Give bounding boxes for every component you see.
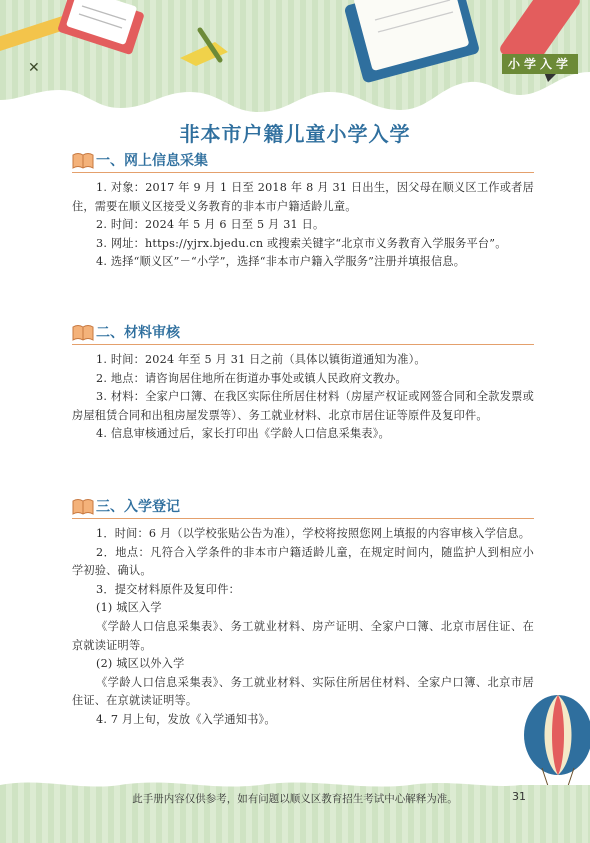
section-enrollment bbox=[72, 496, 534, 730]
section-title: 二、材料审核 bbox=[96, 325, 180, 341]
paragraph: 《学龄人口信息采集表》、务工就业材料、房产证明、全家户口簿、北京市居住证、在京就读证明等。 bbox=[72, 619, 534, 652]
paragraph: 1. 对象：2017 年 9 月 1 日至 2018 年 8 月 31 日出生，因父母在顺义区工作或者居住，需要在顺义区接受义务教育的非本市户籍适龄儿童。 bbox=[72, 181, 534, 213]
book-icon bbox=[72, 324, 94, 342]
book-icon bbox=[72, 152, 94, 170]
paragraph: (2) 城区以外入学 bbox=[96, 657, 185, 671]
section-title: 三、入学登记 bbox=[96, 499, 180, 515]
paragraph: 3. 网址：https://yjrx.bjedu.cn 或搜索关键字“北京市义务教育入学服务平台”。 bbox=[96, 236, 507, 250]
section-title: 一、网上信息采集 bbox=[96, 153, 208, 169]
paragraph: (1) 城区入学 bbox=[96, 601, 162, 615]
footer-note: 此手册内容仅供参考，如有问题以顺义区教育招生考试中心解释为准。 bbox=[132, 793, 458, 805]
section-online-info bbox=[72, 150, 534, 272]
paragraph: 2．地点：凡符合入学条件的非本市户籍适龄儿童，在规定时间内，随监护人到相应小学初验、确认。 bbox=[72, 545, 534, 578]
paragraph: 《学龄人口信息采集表》、务工就业材料、实际住所居住材料、全家户口簿、北京市居住证、在京就读证明等。 bbox=[72, 675, 534, 708]
footer-background bbox=[0, 777, 590, 843]
category-tag: 小学入学 bbox=[502, 54, 578, 74]
paragraph: 3．提交材料原件及复印件： bbox=[96, 582, 240, 596]
section-heading bbox=[72, 150, 534, 173]
paragraph: 1．时间：6 月（以学校张贴公告为准），学校将按照您网上填报的内容审核入学信息。 bbox=[96, 527, 531, 540]
paragraph: 4. 选择“顺义区”－“小学”，选择“非本市户籍入学服务”注册并填报信息。 bbox=[96, 255, 466, 269]
paragraph: 3. 材料：全家户口簿、在我区实际住所居住材料（房屋产权证或网签合同和全款发票或房屋租赁合同和出租房屋发票等）、务工就业材料、北京市居住证等原件及复印件。 bbox=[72, 390, 534, 422]
paragraph: 4. 7 月上旬，发放《入学通知书》。 bbox=[96, 712, 276, 726]
paragraph: 2. 地点：请咨询居住地所在街道办事处或镇人民政府文教办。 bbox=[96, 371, 407, 385]
svg-text:✕: ✕ bbox=[28, 60, 40, 76]
paragraph: 2. 时间：2024 年 5 月 6 日至 5 月 31 日。 bbox=[96, 218, 325, 232]
section-heading bbox=[72, 322, 534, 345]
page-title: 非本市户籍儿童小学入学 bbox=[179, 122, 411, 146]
paragraph: 4. 信息审核通过后，家长打印出《学龄人口信息采集表》。 bbox=[96, 427, 390, 441]
book-icon bbox=[72, 498, 94, 516]
page-number: 31 bbox=[512, 790, 526, 803]
paragraph: 1. 时间：2024 年至 5 月 31 日之前（具体以镇街道通知为准）。 bbox=[96, 353, 426, 366]
section-material-review bbox=[72, 322, 534, 444]
section-heading bbox=[72, 496, 534, 519]
